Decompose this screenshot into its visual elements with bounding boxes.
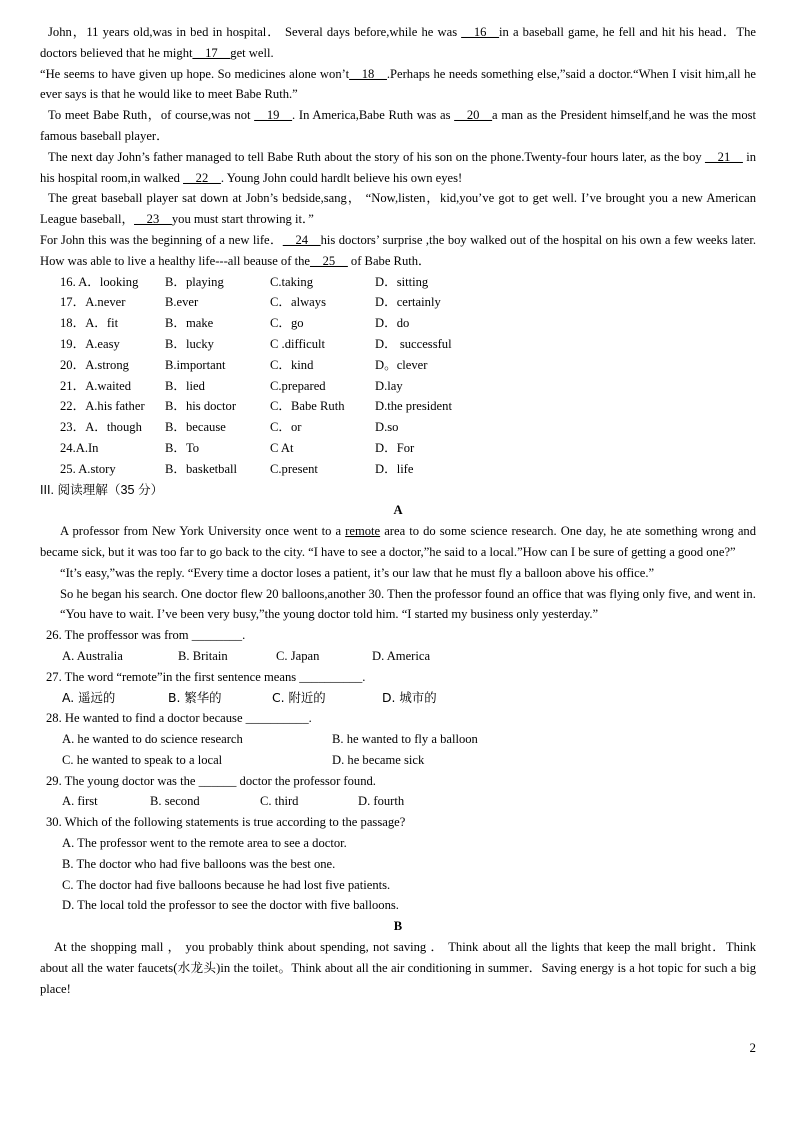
cloze-option-row: 19．A.easy B．lucky C .difficult D． successful [60,336,452,351]
cloze-option-row: 16. A．looking B．playing C.taking D．sitting [60,274,429,289]
exam-page [40,22,756,999]
question-26: 26. The proffessor was from ________. [46,628,246,643]
question-30-option-b: B. The doctor who had five balloons was the best one. [62,856,336,871]
question-27: 27. The word “remote”in the first sentence means __________. [46,669,366,684]
question-30-option-d: D. The local told the professor to see the doctor with five balloons. [62,898,399,913]
blank-23: __23__ [134,212,172,227]
blank-19: __19__ [254,108,293,123]
cloze-option-row: 21．A.waited B．lied C.prepared D.lay [60,378,403,393]
question-28-options: C. he wanted to speak to a local D. he became sick [62,752,425,767]
cloze-option-row: 24.A.In B．To C At D．For [60,440,415,455]
cloze-option-row: 18．A．fit B．make C．go D．do [60,316,410,331]
blank-17: __17__ [192,45,231,60]
blank-25: __25__ [309,253,348,268]
passage-a-paragraph-1: A professor from New York University once went to a remote area to do some science research. One day, he ate something wrong and became sick, but it was too far to go back to the city. “I have to see a doctor,”he said to a local.”How can I be sure of getting a good one?” [40,524,756,559]
blank-20: __20__ [454,108,493,123]
cloze-paragraph-5: The great baseball player sat down at Jobn’s bedside,sang， “Now,listen，kid,you’ve got to get well. I’ve brought you a new American League baseball，__23__you must start throwing it．” [40,191,756,227]
cloze-option-row: 17．A.never B.ever C．always D．certainly [60,295,441,310]
cloze-options [40,272,756,480]
blank-22: __22__ [183,170,221,185]
underlined-word-remote: remote [345,524,381,539]
cloze-option-row: 22．A.his father B．his doctor C．Babe Ruth D.the president [60,399,452,414]
cloze-option-row: 25. A.story B．basketball C.present D．life [60,461,414,476]
passage-a-paragraph-4: “You have to wait. I’ve been very busy,”the young doctor told him. “I started my business only yesterday.” [60,607,599,622]
question-26-options: A. Australia B. Britain C. Japan D. America [62,648,431,663]
page-number: 2 [749,1040,756,1055]
passage-a-paragraph-2: “It’s easy,”was the reply. “Every time a doctor loses a patient, it’s our law that he must fly a balloon above his office.” [60,565,655,580]
question-30-option-a: A. The professor went to the remote area to see a doctor. [62,836,347,851]
cloze-paragraph-1: John，11 years old,was in bed in hospital． Several days before,while he was __16__in a baseball game, he fell and hit his head．The doctors believed that he might__17__get well. [40,25,756,60]
cloze-paragraph-2: “He seems to have given up hope. So medicines alone won’t__18__.Perhaps he needs something else,”said a doctor.“When I visit him,all he ever says is that he would like to meet Babe Ruth.” [40,66,756,102]
passage-a-label: A [393,503,403,518]
cloze-option-row: 20．A.strong B.important C．kind D。clever [60,357,428,372]
blank-16: __16__ [461,25,500,39]
cloze-paragraph-4: The next day John’s father managed to tell Babe Ruth about the story of his son on the phone.Twenty-four hours later, as the boy __21__ in his hospital room,in walked __22__. Young John could hardlt believe his own eyes! [40,149,756,185]
passage-a-paragraph-3: So he began his search. One doctor flew 20 balloons,another 30. Then the professor found an office that was flying only five, and went in. [60,586,756,601]
question-27-options: A. 遥远的 B. 繁华的 C. 附近的 D. 城市的 [62,689,437,705]
blank-18: __18__ [349,66,387,81]
question-29: 29. The young doctor was the ______ doctor the professor found. [46,773,376,788]
passage-b-paragraph-1: At the shopping mall ， you probably think about spending, not saving ． Think about all the lights that keep the mall bright．Think about all the water faucets(水龙头)in the toilet。Think about all the air conditioning in summer．Saving energy is a hot topic for such a big place! [40,940,756,996]
question-30-option-c: C. The doctor had five balloons because he had lost five patients. [62,877,391,892]
question-28: 28. He wanted to find a doctor because __________. [46,711,312,726]
cloze-paragraph-6: For John this was the beginning of a new life．__24__his doctors’ surprise ,the boy walked out of the hospital on his own a few weeks later. How was able to live a healthy life---all beause of the__25__ of Babe Ruth． [40,232,756,268]
section-title: III. 阅读理解（35 分） [40,482,164,497]
passage-b-label: B [393,919,403,934]
cloze-option-row: 23．A．though B．because C．or D.so [60,420,399,435]
question-30: 30. Which of the following statements is true according to the passage? [46,815,406,830]
blank-21: __21__ [705,149,743,164]
question-28-options: A. he wanted to do science research B. he wanted to fly a balloon [62,732,478,747]
question-29-options: A. first B. second C. third D. fourth [62,794,405,809]
cloze-paragraph-3: To meet Babe Ruth，of course,was not __19__. In America,Babe Ruth was as __20__a man as the President himself,and he was the most famous baseball player． [40,108,757,143]
blank-24: __24__ [282,232,321,247]
